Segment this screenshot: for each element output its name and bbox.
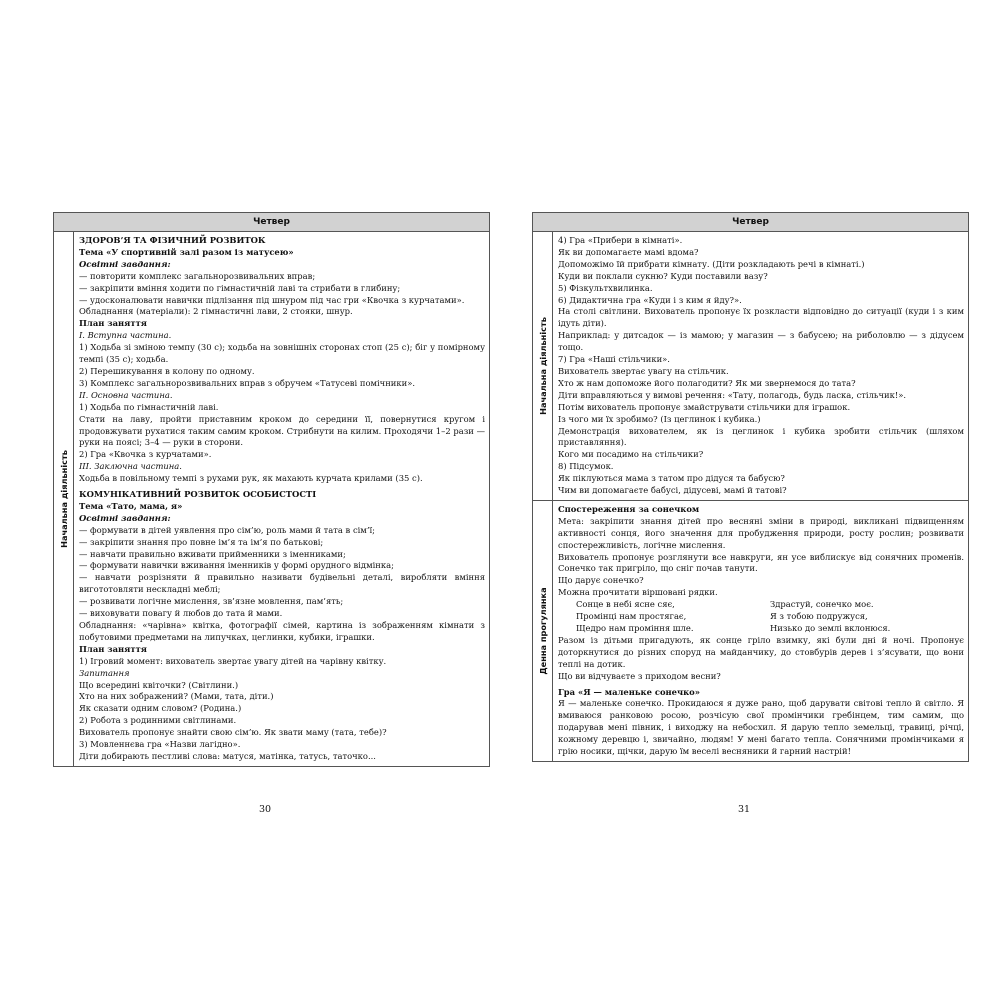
text-line: ІІ. Основна частина. [79,389,173,400]
text-line: Діти вправляються у вимові речення: «Тату, полагодь, будь ласка, стільчик!». [558,389,906,400]
day-header-text: Четвер [253,217,290,227]
text-line: Із чого ми їх зробимо? (Із цеглинок і кубика.) [558,413,761,424]
text-line: — формувати в дітей уявлення про сім’ю, роль мами й тата в сім’ї; [79,524,375,535]
left-page [53,212,490,767]
left-content [74,232,489,766]
text-line: 1) Ходьба по гімнастичній лаві. [79,401,219,412]
text-line: Вихователь пропонує розглянути все навкруги, ян усе виблискує від сонячних променів. Сонечко так пригріло, що сніг почав танути. [558,551,964,574]
text-line: Обладнання: «чарівна» квітка, фотографії сімей, картина із зображенням кімнати з побутовими предметами на липучках, цеглинки, кубики, іграшки. [79,620,485,642]
text-line: — формувати навички вживання іменників у формі орудного відмінка; [79,560,394,571]
text-line: Тема «У спортивній залі разом із матусею» [79,246,294,257]
text-line: Стати на лаву, пройти приставним кроком до середини її, повернутися кругом і продовжувати рухатися таким самим кроком. Стрибнути на килим. Проходячи 1–2 рази — руки на поясі; 3–4 — руки в сторони. [79,413,485,448]
text-line: — повторити комплекс загальнорозвивальних вправ; [79,270,316,281]
text-line: 6) Дидактична гра «Куди і з ким я йду?». [558,294,742,305]
walk-outro [558,635,964,758]
walk-intro [558,504,964,599]
text-line: Обладнання (матеріали): 2 гімнастичні лави, 2 стояки, шнур. [79,306,353,317]
text-line: Демонстрація вихователем, як із цеглинок і кубика зробити стільчик (шляхом приставляння). [558,425,964,448]
text-line: Освітні завдання: [79,512,171,523]
text-line: КОМУНІКАТИВНИЙ РОЗВИТОК ОСОБИСТОСТІ [79,489,317,500]
text-line: — навчати розрізняти й правильно називати будівельні деталі, виробляти вміння вигототовляти нескладні меблі; [79,572,485,595]
text-line: Чим ви допомагаєте бабусі, дідусеві, мамі й татові? [558,485,787,496]
text-line: Що ви відчуваєте з приходом весни? [558,670,721,681]
poem-line: Я з тобою подружуся, [770,611,868,622]
poem-line: Промінці нам простягає, [576,611,687,622]
text-line: ЗДОРОВ’Я ТА ФІЗИЧНИЙ РОЗВИТОК [79,235,266,245]
text-line: Разом із дітьми пригадують, як сонце гріло взимку, які були дні й ночі. Пропонує доторкнутися до різних споруд на майданчику, до стовбурів дерев і з’ясувати, що вони теплі на дотик. [558,634,964,669]
text-line: — навчати правильно вживати прийменники з іменниками; [79,548,346,559]
text-line: Вихователь звертає увагу на стільчик. [558,365,729,376]
side-label-cell [533,232,553,500]
side-label: Денна прогулянка [537,587,548,675]
poem-line: Низько до землі вклонюся. [770,623,891,633]
day-header-text: Четвер [732,217,769,227]
side-label-cell [533,501,553,761]
text-line: 4) Гра «Прибери в кімнаті». [558,235,683,245]
text-line: Вихователь пропонує знайти свою сім’ю. Як звати маму (тата, тебе)? [79,727,387,738]
text-line: Діти добирають пестливі слова: матуся, матінка, татусь, таточко... [79,750,376,761]
text-line: Спостереження за сонечком [558,503,700,514]
text-line: Запитання [79,667,130,678]
text-line: Тема «Тато, мама, я» [79,500,183,511]
text-line: Що всередині квіточки? (Світлини.) [79,679,239,690]
text-line: — виховувати повагу й любов до тата й мами. [79,608,283,619]
text-line: 5) Фізкультхвилинка. [558,282,653,293]
text-line: План заняття [79,643,147,654]
text-line: Потім вихователь пропонує змайструвати стільчики для іграшок. [558,401,851,412]
side-label: Начальна діяльність [537,317,548,415]
text-line: Я — маленьке сонечко. Прокидаюся я дуже рано, щоб дарувати світові тепло й світло. Я вмиваюся ранковою росою, розчісую свої промінчики гребінцем, тим самим, що подарував мені півник, і виходжу на небосхил. Я дарую тепло земельці, травиці, річці, кожному деревцю і, звичайно, людям! У мені багато тепла. Сонячними промінчиками я грію носики, щічки, дарую їм веселі весняники й гарний настрій! [558,698,964,757]
text-line: План заняття [79,318,147,329]
text-line: Гра «Я — маленьке сонечко» [558,686,700,697]
text-line: Можна прочитати віршовані рядки. [558,587,718,598]
text-line: 2) Гра «Квочка з курчатами». [79,449,212,460]
right-body [532,232,969,762]
activity-content [553,232,968,500]
right-page [532,212,969,762]
poem-line: Сонце в небі ясне сяє, [576,599,675,610]
poem [558,599,964,635]
text-line: 3) Мовленнєва гра «Назви лагідно». [79,739,241,750]
day-header [532,212,969,232]
text-line: Допоможімо їй прибрати кімнату. (Діти розкладають речі в кімнаті.) [558,258,865,269]
text-line: — розвивати логічне мислення, зв’язне мовлення, пам’ять; [79,596,344,607]
text-line: Як ви допомагаєте мамі вдома? [558,246,699,257]
text-line: Ходьба в повільному темпі з рухами рук, як махають курчата крилами (35 с). [79,473,423,484]
text-line: 3) Комплекс загальнорозвивальних вправ з обручем «Татусеві помічники». [79,377,415,388]
text-line: 2) Перешикування в колону по одному. [79,365,255,376]
text-line: 2) Робота з родинними світлинами. [79,715,237,726]
page-number: 30 [259,804,272,815]
text-line: Мета: закріпити знання дітей про весняні зміни в природі, викликані підвищенням активності сонця, його значення для пробудження природи, росту рослин; розвивати спостережливість, логічне мислення. [558,515,964,550]
walk-content [553,501,968,761]
text-line: 8) Підсумок. [558,461,614,472]
text-line: 1) Ходьба зі зміною темпу (30 с); ходьба на зовнішніх сторонах стоп (25 с); біг у помірному темпі (35 с); ходьба. [79,342,485,365]
side-label: Начальна діяльність [58,450,69,548]
text-line: Хто на них зображений? (Мами, тата, діти.) [79,691,274,702]
text-line: І. Вступна частина. [79,330,172,341]
day-header [53,212,490,232]
text-line: ІІІ. Заключна частина. [79,461,182,472]
text-line: Куди ви поклали сукню? Куди поставили вазу? [558,270,768,281]
page-number: 31 [738,804,751,815]
text-line: Хто ж нам допоможе його полагодити? Як ми звернемося до тата? [558,377,856,388]
poem-column-right [770,599,964,635]
text-line: Освітні завдання: [79,258,171,269]
text-line: — закріпити вміння ходити по гімнастичній лаві та стрибати в глибину; [79,282,401,293]
text-line: Що дарує сонечко? [558,575,644,586]
poem-column-left [576,599,770,635]
text-line: — удосконалювати навички підлізання під шнуром під час гри «Квочка з курчатами». [79,294,465,305]
text-line: 7) Гра «Наші стільчики». [558,354,670,365]
text-line: Наприклад: у дитсадок — із мамою; у магазин — з бабусею; на риболовлю — з дідусем тощо. [558,330,964,353]
section-activity [533,232,968,500]
poem-line: Здрастуй, сонечко моє. [770,599,874,610]
left-body [53,232,490,767]
poem-line: Щедро нам проміння шле. [576,623,694,633]
text-line: Як сказати одним словом? (Родина.) [79,703,242,714]
text-line: Як піклуються мама з татом про дідуся та бабусю? [558,473,785,484]
text-line: — закріпити знання про повне ім’я та ім’я по батькові; [79,536,324,547]
text-line: На столі світлини. Вихователь пропонує їх розкласти відповідно до ситуації (куди і з ким ідуть діти). [558,306,964,329]
side-label-cell [54,232,74,766]
text-line: 1) Ігровий момент: вихователь звертає увагу дітей на чарівну квітку. [79,655,387,666]
section-walk [533,500,968,761]
text-line: Кого ми посадимо на стільчики? [558,449,704,460]
